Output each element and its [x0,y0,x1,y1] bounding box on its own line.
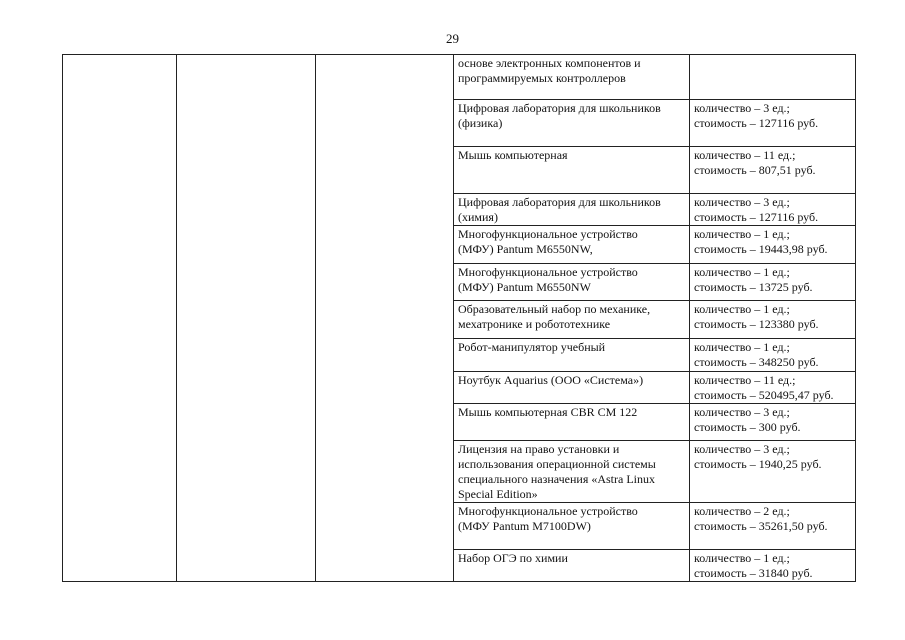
details-cell: количество – 1 ед.; стоимость – 348250 руб. [690,339,856,372]
details-cell: количество – 3 ед.; стоимость – 127116 руб. [690,194,856,226]
table-row [63,55,856,100]
item-cell: Мышь компьютерная [454,147,690,194]
page-number: 29 [446,31,459,46]
details-cell: количество – 1 ед.; стоимость – 123380 руб. [690,301,856,339]
details-cell: количество – 3 ед.; стоимость – 127116 руб. [690,100,856,147]
item-cell: Многофункциональное устройство (МФУ) Pantum M6550NW, [454,226,690,264]
details-cell [690,55,856,100]
empty-column-cell-3 [316,55,454,582]
details-cell: количество – 11 ед.; стоимость – 807,51 руб. [690,147,856,194]
item-cell: Лицензия на право установки и использования операционной системы специального назначения «Astra Linux Special Edition» [454,441,690,503]
item-cell: Многофункциональное устройство (МФУ) Pantum M6550NW [454,264,690,301]
item-cell: Образовательный набор по механике, мехатронике и робототехнике [454,301,690,339]
details-cell: количество – 1 ед.; стоимость – 31840 руб. [690,550,856,582]
item-cell: основе электронных компонентов и программируемых контроллеров [454,55,690,100]
details-cell: количество – 1 ед.; стоимость – 13725 руб. [690,264,856,301]
empty-column-cell-2 [177,55,316,582]
details-cell: количество – 2 ед.; стоимость – 35261,50 руб. [690,503,856,550]
equipment-table [62,54,856,582]
item-cell: Ноутбук Aquarius (ООО «Система») [454,372,690,404]
item-cell: Цифровая лаборатория для школьников (химия) [454,194,690,226]
item-cell: Цифровая лаборатория для школьников (физика) [454,100,690,147]
details-cell: количество – 1 ед.; стоимость – 19443,98 руб. [690,226,856,264]
item-cell: Набор ОГЭ по химии [454,550,690,582]
empty-column-cell-1 [63,55,177,582]
item-cell: Робот-манипулятор учебный [454,339,690,372]
details-cell: количество – 3 ед.; стоимость – 300 руб. [690,404,856,441]
details-cell: количество – 3 ед.; стоимость – 1940,25 руб. [690,441,856,503]
item-cell: Мышь компьютерная CBR CM 122 [454,404,690,441]
details-cell: количество – 11 ед.; стоимость – 520495,47 руб. [690,372,856,404]
item-cell: Многофункциональное устройство (МФУ Pantum M7100DW) [454,503,690,550]
